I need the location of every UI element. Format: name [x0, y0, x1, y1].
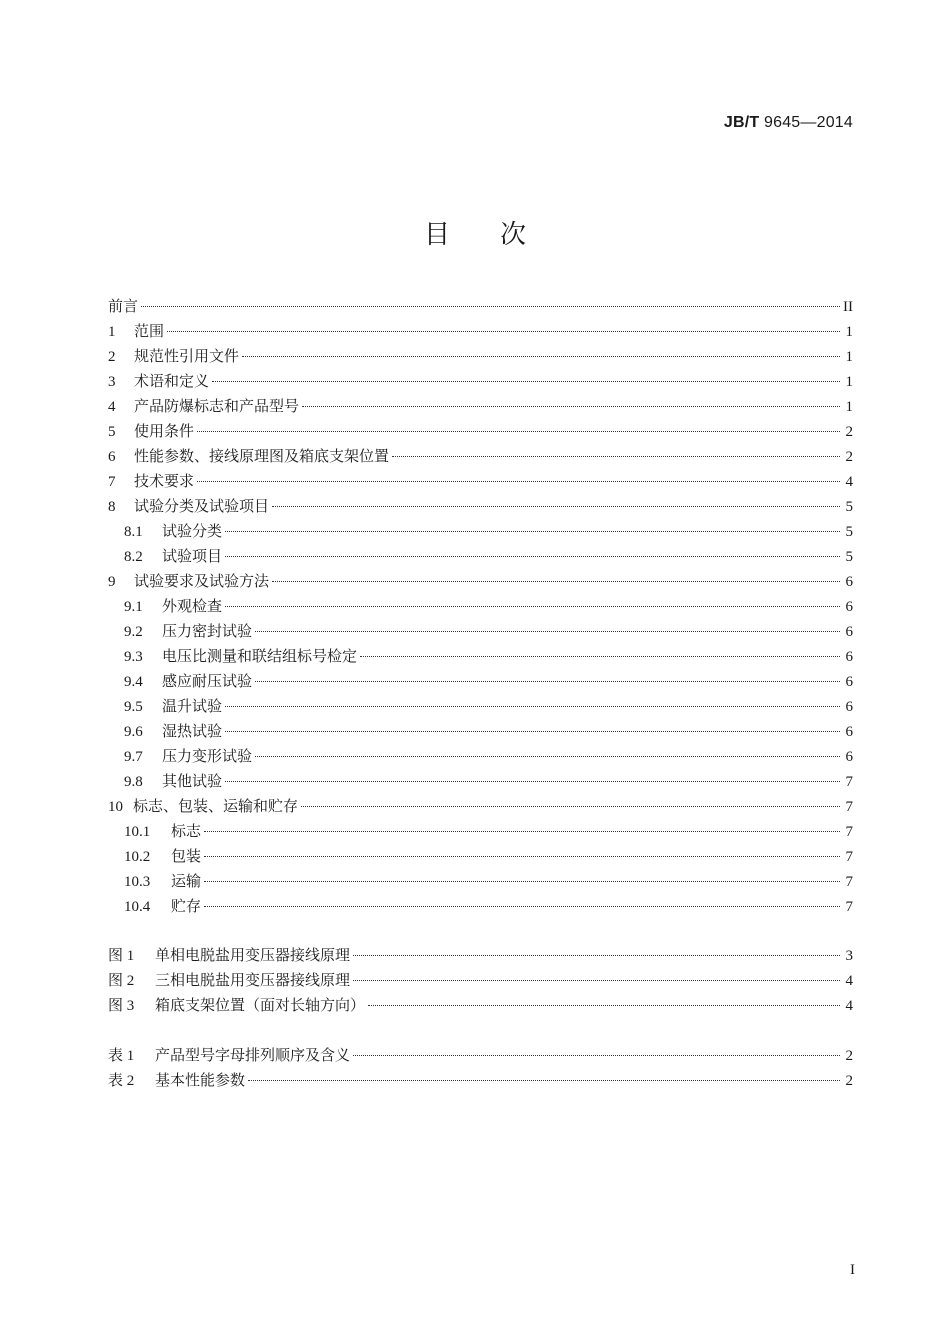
toc-entry[interactable]: [108, 544, 853, 569]
toc-page: 1: [845, 374, 853, 390]
toc-list: [108, 294, 853, 919]
table-label: 产品型号字母排列顺序及含义: [155, 1046, 351, 1064]
standard-code: [724, 114, 853, 132]
table-page: 2: [845, 1073, 853, 1089]
toc-entry[interactable]: [108, 744, 853, 769]
dot-leader: [225, 606, 840, 607]
dot-leader: [204, 856, 840, 857]
toc-entry[interactable]: [108, 469, 853, 494]
toc-entry[interactable]: [108, 594, 853, 619]
toc-page: 1: [845, 399, 853, 415]
toc-label: 技术要求: [134, 472, 195, 490]
toc-page: 2: [845, 424, 853, 440]
standard-number: 9645—2014: [759, 114, 853, 131]
toc-page: 6: [845, 749, 853, 765]
toc-page: 2: [845, 449, 853, 465]
toc-label: 前言: [108, 297, 139, 315]
dot-leader: [167, 331, 840, 332]
toc-entry[interactable]: [108, 869, 853, 894]
toc-label: 运输: [171, 872, 202, 890]
toc-label: 试验分类: [162, 522, 223, 540]
toc-label: 湿热试验: [162, 722, 223, 740]
dot-leader: [272, 506, 840, 507]
table-number: 表 2: [108, 1073, 135, 1089]
toc-label: 使用条件: [134, 422, 195, 440]
toc-number: 8.2: [124, 549, 143, 565]
dot-leader: [301, 806, 840, 807]
dot-leader: [353, 955, 840, 956]
page-title: 目次: [423, 220, 576, 250]
dot-leader: [204, 906, 840, 907]
toc-entry[interactable]: [108, 644, 853, 669]
dot-leader: [302, 406, 840, 407]
toc-entry[interactable]: [108, 769, 853, 794]
toc-entry[interactable]: [108, 494, 853, 519]
toc-page: 7: [845, 824, 853, 840]
toc-page: 5: [845, 549, 853, 565]
toc-page: II: [843, 299, 853, 315]
dot-leader: [392, 456, 840, 457]
toc-label: 外观检查: [162, 597, 223, 615]
toc-entry[interactable]: [108, 294, 853, 319]
toc-page: 1: [845, 349, 853, 365]
toc-entry[interactable]: [108, 794, 853, 819]
toc-number: 1: [108, 324, 116, 340]
toc-page: 7: [845, 849, 853, 865]
toc-page: 6: [845, 574, 853, 590]
dot-leader: [255, 756, 840, 757]
figure-page: 4: [845, 998, 853, 1014]
toc-number: 8.1: [124, 524, 143, 540]
toc-number: 9.2: [124, 624, 143, 640]
table-label: 基本性能参数: [155, 1071, 246, 1089]
table-number: 表 1: [108, 1048, 135, 1064]
toc-label: 范围: [134, 322, 165, 340]
figure-page: 4: [845, 973, 853, 989]
toc-entry[interactable]: [108, 819, 853, 844]
toc-label: 感应耐压试验: [162, 672, 253, 690]
toc-number: 9.1: [124, 599, 143, 615]
figure-label: 箱底支架位置（面对长轴方向）: [155, 996, 366, 1014]
toc-label: 试验分类及试验项目: [134, 497, 270, 515]
dot-leader: [212, 381, 840, 382]
toc-page: 1: [845, 324, 853, 340]
toc-number: 10.1: [124, 824, 151, 840]
toc-entry[interactable]: [108, 719, 853, 744]
toc-entry[interactable]: [108, 444, 853, 469]
figure-label: 单相电脱盐用变压器接线原理: [155, 946, 351, 964]
dot-leader: [197, 431, 840, 432]
toc-number: 10.3: [124, 874, 151, 890]
table-list: [108, 1043, 853, 1093]
toc-label: 术语和定义: [134, 372, 210, 390]
dot-leader: [272, 581, 840, 582]
toc-number: 9.3: [124, 649, 143, 665]
toc-entry[interactable]: [108, 569, 853, 594]
table-entry[interactable]: [108, 1068, 853, 1093]
toc-label: 性能参数、接线原理图及箱底支架位置: [134, 447, 390, 465]
toc-page: 7: [845, 774, 853, 790]
figure-page: 3: [845, 948, 853, 964]
toc-label: 试验要求及试验方法: [134, 572, 270, 590]
dot-leader: [204, 881, 840, 882]
toc-page: 4: [845, 474, 853, 490]
standard-prefix: JB/T: [723, 114, 760, 131]
dot-leader: [225, 706, 840, 707]
toc-number: 3: [108, 374, 116, 390]
toc-label: 电压比测量和联结组标号检定: [162, 647, 358, 665]
figure-number: 图 1: [108, 948, 135, 964]
dot-leader: [255, 631, 840, 632]
toc-page: 6: [845, 649, 853, 665]
toc-entry[interactable]: [108, 669, 853, 694]
dot-leader: [360, 656, 840, 657]
page-number: I: [850, 1262, 855, 1278]
toc-number: 4: [108, 399, 116, 415]
figure-label: 三相电脱盐用变压器接线原理: [155, 971, 351, 989]
figure-number: 图 2: [108, 973, 135, 989]
dot-leader: [204, 831, 840, 832]
table-entry[interactable]: [108, 1043, 853, 1068]
toc-number: 9.4: [124, 674, 143, 690]
toc-label: 标志、包装、运输和贮存: [133, 797, 299, 815]
toc-entry[interactable]: [108, 619, 853, 644]
toc-label: 规范性引用文件: [134, 347, 240, 365]
dot-leader: [225, 556, 840, 557]
toc-label: 标志: [171, 822, 202, 840]
toc-label: 压力变形试验: [162, 747, 253, 765]
toc-label: 贮存: [171, 897, 202, 915]
dot-leader: [368, 1005, 840, 1006]
toc-page: 6: [845, 624, 853, 640]
figure-entry[interactable]: [108, 968, 853, 993]
dot-leader: [225, 731, 840, 732]
toc-label: 产品防爆标志和产品型号: [134, 397, 300, 415]
dot-leader: [225, 531, 840, 532]
toc-number: 2: [108, 349, 116, 365]
figure-number: 图 3: [108, 998, 135, 1014]
toc-page: 6: [845, 674, 853, 690]
dot-leader: [248, 1080, 840, 1081]
toc-number: 7: [108, 474, 116, 490]
toc-number: 9.6: [124, 724, 143, 740]
toc-label: 温升试验: [162, 697, 223, 715]
toc-entry[interactable]: [108, 894, 853, 919]
dot-leader: [225, 781, 840, 782]
toc-entry[interactable]: [108, 344, 853, 369]
toc-page: 6: [845, 699, 853, 715]
toc-entry[interactable]: [108, 394, 853, 419]
toc-page: 6: [845, 599, 853, 615]
dot-leader: [141, 306, 840, 307]
toc-entry[interactable]: [108, 319, 853, 344]
toc-page: 6: [845, 724, 853, 740]
toc-entry[interactable]: [108, 519, 853, 544]
figure-entry[interactable]: [108, 943, 853, 968]
toc-entry[interactable]: [108, 369, 853, 394]
figure-entry[interactable]: [108, 993, 853, 1018]
toc-page: 7: [845, 874, 853, 890]
dot-leader: [353, 1055, 840, 1056]
toc-number: 6: [108, 449, 116, 465]
toc-page: 7: [845, 899, 853, 915]
toc-entry[interactable]: [108, 844, 853, 869]
toc-number: 9.7: [124, 749, 143, 765]
toc-page: 5: [845, 499, 853, 515]
toc-number: 10: [108, 799, 123, 815]
toc-number: 8: [108, 499, 116, 515]
toc-entry[interactable]: [108, 419, 853, 444]
table-page: 2: [845, 1048, 853, 1064]
toc-number: 10.4: [124, 899, 151, 915]
dot-leader: [242, 356, 840, 357]
toc-number: 9.5: [124, 699, 143, 715]
toc-number: 10.2: [124, 849, 151, 865]
toc-label: 试验项目: [162, 547, 223, 565]
dot-leader: [197, 481, 840, 482]
toc-label: 压力密封试验: [162, 622, 253, 640]
toc-number: 9.8: [124, 774, 143, 790]
dot-leader: [353, 980, 840, 981]
toc-label: 包装: [171, 847, 202, 865]
toc-entry[interactable]: [108, 694, 853, 719]
toc-number: 5: [108, 424, 116, 440]
figure-list: [108, 943, 853, 1018]
toc-page: 7: [845, 799, 853, 815]
toc-label: 其他试验: [162, 772, 223, 790]
toc-page: 5: [845, 524, 853, 540]
toc-number: 9: [108, 574, 116, 590]
dot-leader: [255, 681, 840, 682]
